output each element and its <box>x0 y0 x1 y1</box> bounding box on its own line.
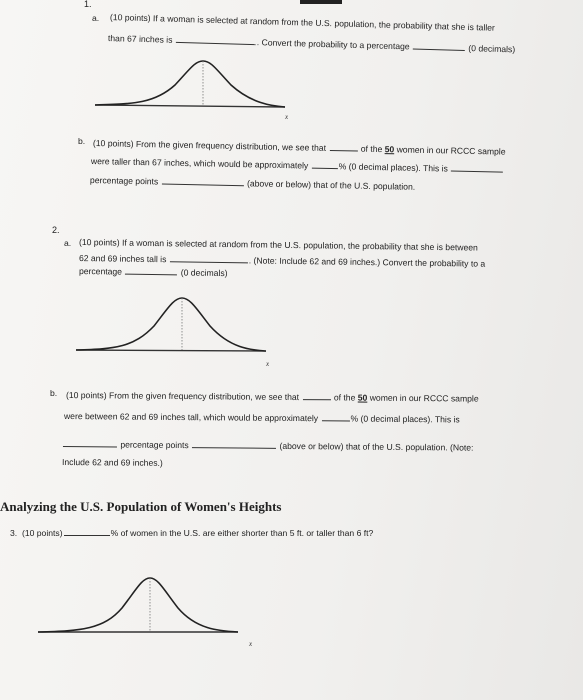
q2a-axis-label: x <box>266 360 270 368</box>
q2b-of-the: of the <box>333 392 356 403</box>
q3-axis-label: x <box>249 640 253 648</box>
q2b-count-blank[interactable] <box>302 391 330 400</box>
q1b-decimal-note: % (0 decimal places). This is <box>338 161 448 174</box>
q1b-direction-blank[interactable] <box>162 176 244 187</box>
q1b-text: (10 points) From the given frequency distribution, we see that <box>92 138 327 153</box>
q2a-normal-curve <box>76 290 276 370</box>
q2b-line-1 <box>66 389 479 403</box>
q2b-sample-text: women in our RCCC sample <box>369 392 479 404</box>
q3-line <box>10 527 373 538</box>
q1b-approx-text: were taller than 67 inches, which would be approximately <box>90 156 309 171</box>
q1b-count-blank[interactable] <box>329 142 357 152</box>
q1a-text: than 67 inches is <box>107 33 173 45</box>
q2b-line-3 <box>62 438 474 452</box>
q2b-sample-size: 50 <box>357 392 368 403</box>
q2a-decimals-note: (0 decimals) <box>180 267 228 279</box>
q3-percent-blank[interactable] <box>64 527 110 536</box>
q2b-direction-blank[interactable] <box>192 439 276 449</box>
q2b-approx-text: were between 62 and 69 inches tall, which would be approximately <box>63 411 319 424</box>
q2a-note-text: . (Note: Include 62 and 69 inches.) Convert the probability to a <box>248 255 486 269</box>
q1b-line-2 <box>91 155 504 174</box>
q2b-line-2 <box>64 410 460 424</box>
q1a-normal-curve <box>95 55 295 125</box>
q1a-line-1: (10 points) If a woman is selected at random from the U.S. population, the probability that she is taller <box>109 12 496 33</box>
q2b-comparison-text: (above or below) that of the U.S. population. (Note: <box>279 440 474 453</box>
q1a-percentage-blank[interactable] <box>413 41 465 51</box>
q2b-difference-blank[interactable] <box>63 438 117 447</box>
section-heading: Analyzing the U.S. Population of Women's Heights <box>0 499 282 514</box>
question-1-number: 1. <box>84 0 92 9</box>
q2b-letter: b. <box>50 388 58 398</box>
q1b-sample-size: 50 <box>384 144 395 155</box>
question-3-number: 3. <box>10 528 18 538</box>
q1b-of-the: of the <box>360 143 383 155</box>
q2a-probability-blank[interactable] <box>170 253 248 263</box>
q2a-text: 62 and 69 inches tall is <box>78 253 167 265</box>
q1a-convert-text: . Convert the probability to a percentage <box>256 37 410 52</box>
q1b-sample-text: women in our RCCC sample <box>396 144 506 157</box>
q3-normal-curve <box>38 570 258 650</box>
q1b-line-1 <box>93 137 506 156</box>
question-2-number: 2. <box>52 225 60 235</box>
q2a-line-3 <box>79 265 228 278</box>
q1b-comparison-text: (above or below) that of the U.S. population. <box>246 178 416 192</box>
cropped-header-fragment <box>300 0 342 4</box>
q1b-letter: b. <box>78 136 86 146</box>
q3-question-text: % of women in the U.S. are either shorter than 5 ft. or taller than 6 ft? <box>110 528 374 538</box>
q2a-line-1: (10 points) If a woman is selected at random from the U.S. population, the probability that she is between <box>78 237 478 253</box>
q2b-text: (10 points) From the given frequency distribution, we see that <box>65 390 300 403</box>
q2a-percentage-label: percentage <box>78 266 123 277</box>
q1b-difference-blank[interactable] <box>451 163 503 173</box>
q2a-percentage-blank[interactable] <box>125 266 177 276</box>
q1a-letter: a. <box>92 13 100 23</box>
q1b-percent-blank[interactable] <box>312 160 338 170</box>
q2b-decimal-note: % (0 decimal places). This is <box>350 413 460 425</box>
q1b-line-3 <box>90 174 415 191</box>
q2a-letter: a. <box>64 238 72 248</box>
q2b-points-text: percentage points <box>120 439 189 451</box>
q3-points: (10 points) <box>21 528 63 538</box>
q1a-line-2 <box>108 32 515 54</box>
q1b-points-text: percentage points <box>89 175 159 187</box>
q1a-probability-blank[interactable] <box>176 34 256 45</box>
q1a-axis-label: x <box>285 113 289 121</box>
q2b-line-4: Include 62 and 69 inches.) <box>61 457 163 468</box>
q2b-percent-blank[interactable] <box>322 412 350 421</box>
q1a-decimals-note: (0 decimals) <box>468 43 516 55</box>
